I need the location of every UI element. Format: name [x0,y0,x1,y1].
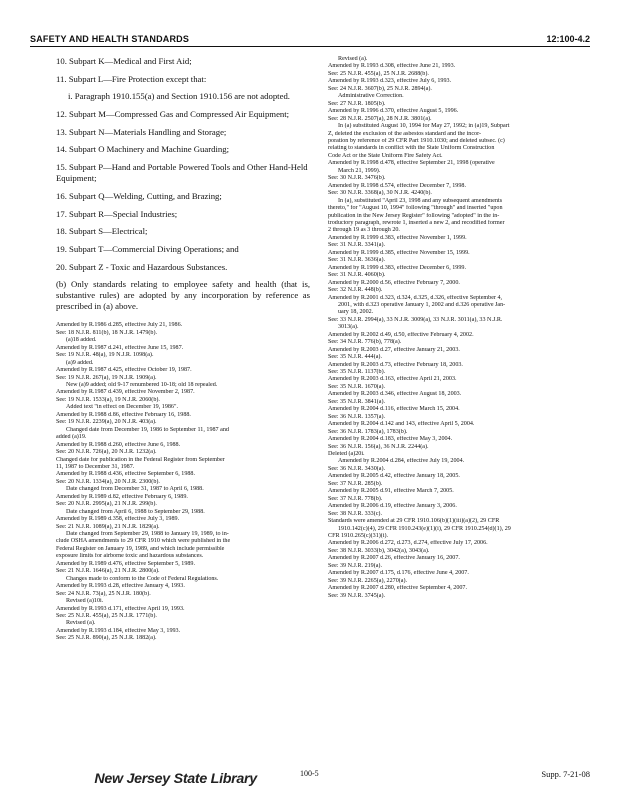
subpart-item: 20. Subpart Z - Toxic and Hazardous Substances. [56,261,228,272]
history-line: Amended by R.2002 d.49, d.50, effective February 4, 2002. [328,331,474,338]
history-line: See: 37 N.J.R. 285(b). [328,480,383,487]
left-column [56,56,310,643]
history-line: Amended by R.2003 d.346, effective August 18, 2003. [328,391,462,398]
history-line: Revised (a)10i. [66,598,104,605]
history-line: March 21, 1999). [338,167,381,174]
history-line: Amended by R.2007 d.280, effective September 4, 2007. [328,585,467,592]
header-title: SAFETY AND HEALTH STANDARDS [30,34,190,44]
history-line: See: 25 N.J.R. 455(a), 25 N.J.R. 2688(b). [328,70,429,77]
subpart-item: i. Paragraph 1910.155(a) and Section 1910.156 are not adopted. [68,91,290,102]
subpart-item: 14. Subpart O Machinery and Machine Guarding; [56,144,229,155]
header-rule [30,46,590,47]
history-line: See: 18 N.J.R. 811(b), 18 N.J.R. 1479(b). [56,329,157,336]
history-line: Amended by R.1988 d.86, effective February 16, 1988. [56,411,191,418]
history-line: Amended by R.2004 d.284, effective July 19, 2004. [338,458,465,465]
history-line: Revised (a). [338,56,368,62]
history-line: Changed date for publication in the Federal Register from September [56,456,225,463]
history-line: Revised (a). [66,620,96,627]
history-line: See: 20 N.J.R. 2995(a), 21 N.J.R. 299(b). [56,501,157,508]
page-number: 100-5 [300,769,319,778]
history-line: relating to standards in conflict with the State Uniform Construction [328,145,495,152]
history-line: Standards were amended at 29 CFR 1910.106(b)(1)(iii)(a)(2), 29 CFR [328,518,500,525]
history-line: Amended by R.1993 d.28, effective January 4, 1993. [56,583,185,590]
history-line: Amended by R.1996 d.370, effective August 5, 1996. [328,108,459,115]
history-line: Amended by R.1987 d.425, effective October 19, 1987. [56,367,192,374]
history-line: In (a), substituted "April 23, 1998 and any subsequent amendments [338,197,503,204]
history-line: See: 30 N.J.R. 3476(b). [328,175,386,182]
history-line: Amended by R.2003 d.27, effective January 21, 2003. [328,346,460,353]
history-line: See: 31 N.J.R. 3341(a). [328,242,386,249]
history-line: See: 31 N.J.R. 3636(a). [328,257,386,264]
history-line: See: 35 N.J.R. 1670(a). [328,383,386,390]
history-line: See: 28 N.J.R. 2507(a), 28 N.J.R. 3801(a). [328,115,432,122]
history-line: See: 19 N.J.R. 1533(a), 19 N.J.R. 2060(b). [56,396,160,403]
history-line: Amended by R.1993 d.171, effective April 19, 1993. [56,605,185,612]
history-line: See: 19 N.J.R. 48(a), 19 N.J.R. 1098(a). [56,352,154,359]
history-line: See: 25 N.J.R. 455(a), 25 N.J.R. 1771(b). [56,613,157,620]
history-line: See: 38 N.J.R. 3033(b), 3042(a), 3043(a). [328,547,430,554]
history-line: Deleted (a)20i. [328,451,365,458]
history-line: Amended by R.1989 d.82, effective February 6, 1989. [56,493,188,500]
history-line: See: 39 N.J.R. 3745(a). [328,592,386,599]
history-line: In (a) substituted August 10, 1994 for May 27, 1992; in (a)19, Subpart [338,123,510,130]
history-line: See: 19 N.J.R. 267(a), 19 N.J.R. 1909(a). [56,374,157,381]
history-line: See: 36 N.J.R. 156(a), 36 N.J.R. 2244(a). [328,443,429,450]
history-line: See: 31 N.J.R. 4060(b). [328,272,386,279]
history-line: Amended by R.2004 d.142 and 143, effective April 5, 2004. [328,421,475,428]
history-line: Date changed from December 31, 1987 to April 6, 1988. [66,486,204,493]
history-line: troductory paragraph, rewrote 1, inserted a new 2, and recodified former [328,219,505,226]
history-line: See: 19 N.J.R. 2239(a), 20 N.J.R. 403(a). [56,419,157,426]
history-line: See: 35 N.J.R. 1137(b). [328,369,386,376]
history-notes-left [56,322,310,642]
history-line: See: 21 N.J.R. 1089(a), 21 N.J.R. 1829(a). [56,523,160,530]
history-line: See: 24 N.J.R. 73(a), 25 N.J.R. 180(b). [56,590,151,597]
history-line: Amended by R.2007 d.26, effective January 16, 2007. [328,555,460,562]
history-line: uary 18, 2002. [338,309,374,316]
subpart-item: 15. Subpart P—Hand and Portable Powered Tools and Other Hand-Held Equipment; [56,162,308,184]
subpart-item: 16. Subpart Q—Welding, Cutting, and Brazing; [56,190,222,201]
history-line: Amended by R.1993 d.323, effective July 6, 1993. [328,78,452,85]
header-section-code: 12:100-4.2 [546,34,590,44]
history-line: Amended by R.1998 d.574, effective December 7, 1998. [328,182,466,189]
history-line: See: 24 N.J.R. 3607(b), 25 N.J.R. 2894(a). [328,85,432,92]
history-line: Amended by R.1993 d.308, effective June 21, 1993. [328,63,456,70]
history-line: See: 36 N.J.R. 3430(a). [328,465,386,472]
history-line: Amended by R.1987 d.241, effective June 15, 1987. [56,344,184,351]
history-line: poration by reference of 29 CFR Part 1910.1030; and deleted subsec. (c) [328,137,505,144]
history-line: Amended by R.2007 d.175, d.176, effective June 4, 2007. [328,570,469,577]
history-line: See: 36 N.J.R. 1783(a), 1783(b). [328,428,408,435]
history-line: 2 through 19 as 3 through 20. [328,227,400,234]
history-line: 3013(a). [338,324,359,331]
history-line: See: 20 N.J.R. 726(a), 20 N.J.R. 1232(a). [56,449,157,456]
history-line: See: 39 N.J.R. 2265(a), 2270(a). [328,577,408,584]
history-line: publication in the New Jersey Register" following "adopted" in the in- [328,212,500,219]
history-line: See: 36 N.J.R. 1357(a). [328,413,386,420]
history-line: See: 33 N.J.R. 2994(a), 33 N.J.R. 3009(a), 33 N.J.R. 3011(a), 33 N.J.R. [328,316,503,323]
history-line: See: 35 N.J.R. 3841(a). [328,398,386,405]
history-line: Administrative Correction. [338,93,404,100]
history-line: Amended by R.1986 d.285, effective July 21, 1986. [56,322,183,329]
history-line: New (a)9 added; old 9-17 renumbered 10-18; old 18 repealed. [66,381,218,388]
history-line: (a)9 added. [66,359,94,366]
history-line: See: 34 N.J.R. 776(b), 778(a). [328,339,402,346]
history-line: thereto," for "August 10, 1994" following "through" and inserted "upon [328,205,503,212]
history-line: clude OSHA amendments to 29 CFR 1910 which were published in the [56,538,231,545]
history-line: Amended by R.1987 d.439, effective November 2, 1987. [56,389,195,396]
history-line: Amended by R.1999 d.383, effective December 6, 1999. [328,264,466,271]
history-line: Added text "in effect on December 19, 1986". [66,404,178,411]
history-line: Amended by R.2006 d.272, d.273, d.274, effective July 17, 2006. [328,540,488,547]
history-line: Amended by R.2005 d.91, effective March 7, 2005. [328,488,454,495]
subpart-item: 13. Subpart N—Materials Handling and Storage; [56,126,227,137]
history-line: Amended by R.1999 d.383, effective November 1, 1999. [328,234,467,241]
history-line: Date changed from April 6, 1988 to September 29, 1988. [66,508,205,515]
history-line: Code Act or the State Uniform Fire Safety Act. [328,152,443,159]
history-line: Amended by R.2000 d.56, effective February 7, 2000. [328,279,460,286]
history-line: See: 37 N.J.R. 778(b). [328,495,383,502]
paragraph-b: (b) Only standards relating to employee safety and health (that is, substantive rules) are adopted by any incorporation by reference as prescribed in (a) above. [56,279,310,312]
history-line: exposure limits for airborne toxic and hazardous substances. [56,553,204,560]
history-line: Z, deleted the exclusion of the asbestos standard and the incor- [328,130,482,137]
history-line: Amended by R.1988 d.260, effective June 6, 1988. [56,441,181,448]
subpart-item: 10. Subpart K—Medical and First Aid; [56,56,192,66]
running-header [30,28,590,44]
history-line: Changes made to conform to the Code of Federal Regulations. [66,575,219,582]
subpart-item: 17. Subpart R—Special Industries; [56,208,178,219]
history-line: Amended by R.2001 d.323, d.324, d.325, d.326, effective September 4, [328,294,503,301]
history-line: See: 25 N.J.R. 890(a), 25 N.J.R. 1882(a). [56,635,157,642]
history-line: added (a)19. [56,434,87,441]
history-line: 1910.142(c)(4), 29 CFR 1910.243(e)(1)(i), 29 CFR 1910.254(d)(1), 29 [338,525,511,532]
history-line: Amended by R.2003 d.73, effective February 18, 2003. [328,361,463,368]
history-line: Amended by R.2004 d.116, effective March 15, 2004. [328,406,460,413]
supplement-date: Supp. 7-21-08 [541,769,590,779]
history-line: Amended by R.2003 d.163, effective April 21, 2003. [328,376,457,383]
subpart-item: 12. Subpart M—Compressed Gas and Compressed Air Equipment; [56,109,290,120]
history-line: CFR 1910.265(c)(31)(i). [328,533,389,539]
history-line: Amended by R.2006 d.19, effective January 3, 2006. [328,503,457,510]
history-line: 2001, with d.323 operative January 1, 2002 and d.326 operative Jan- [338,301,506,308]
history-line: Amended by R.2005 d.42, effective January 18, 2005. [328,473,460,480]
history-notes-right [328,56,590,600]
history-line: See: 38 N.J.R. 333(c). [328,510,382,517]
history-line: See: 21 N.J.R. 1646(a), 21 N.J.R. 2800(a). [56,568,160,575]
history-line: Changed date from December 19, 1986 to September 11, 1987 and [66,426,229,433]
subpart-item: 19. Subpart T—Commercial Diving Operations; and [56,243,239,254]
history-line: 11, 1987 to December 31, 1987. [56,463,135,470]
library-stamp: New Jersey State Library [94,770,257,786]
history-line: Amended by R.1988 d.436, effective September 6, 1988. [56,471,195,478]
subpart-item: 18. Subpart S—Electrical; [56,226,148,237]
history-line: See: 32 N.J.R. 448(b). [328,287,383,294]
history-line: Date changed from September 29, 1988 to January 19, 1989, to in- [66,531,229,538]
history-line: Amended by R.1999 d.385, effective November 15, 1999. [328,249,470,256]
history-line: Federal Register on January 19, 1989, and which include permissible [56,545,225,552]
history-line: See: 35 N.J.R. 444(a). [328,354,382,361]
right-column [328,56,590,600]
history-line: See: 20 N.J.R. 1334(a), 20 N.J.R. 2300(b). [56,478,160,485]
history-line: Amended by R.1998 d.478, effective September 21, 1998 (operative [328,160,495,167]
history-line: See: 30 N.J.R. 3368(a), 30 N.J.R. 4240(b). [328,190,432,197]
subpart-list [56,56,310,273]
history-line: Amended by R.2004 d.183, effective May 3, 2004. [328,436,453,443]
history-line: See: 39 N.J.R. 219(a). [328,562,382,569]
history-line: (a)18 added. [66,337,97,344]
subpart-item: 11. Subpart L—Fire Protection except that: [56,73,207,84]
history-line: Amended by R.1993 d.184, effective May 3, 1993. [56,627,181,634]
history-line: Amended by R.1989 d.358, effective July 3, 1989. [56,516,180,523]
history-line: See: 27 N.J.R. 1805(b). [328,100,386,107]
history-line: Amended by R.1989 d.476, effective September 5, 1989. [56,560,195,567]
